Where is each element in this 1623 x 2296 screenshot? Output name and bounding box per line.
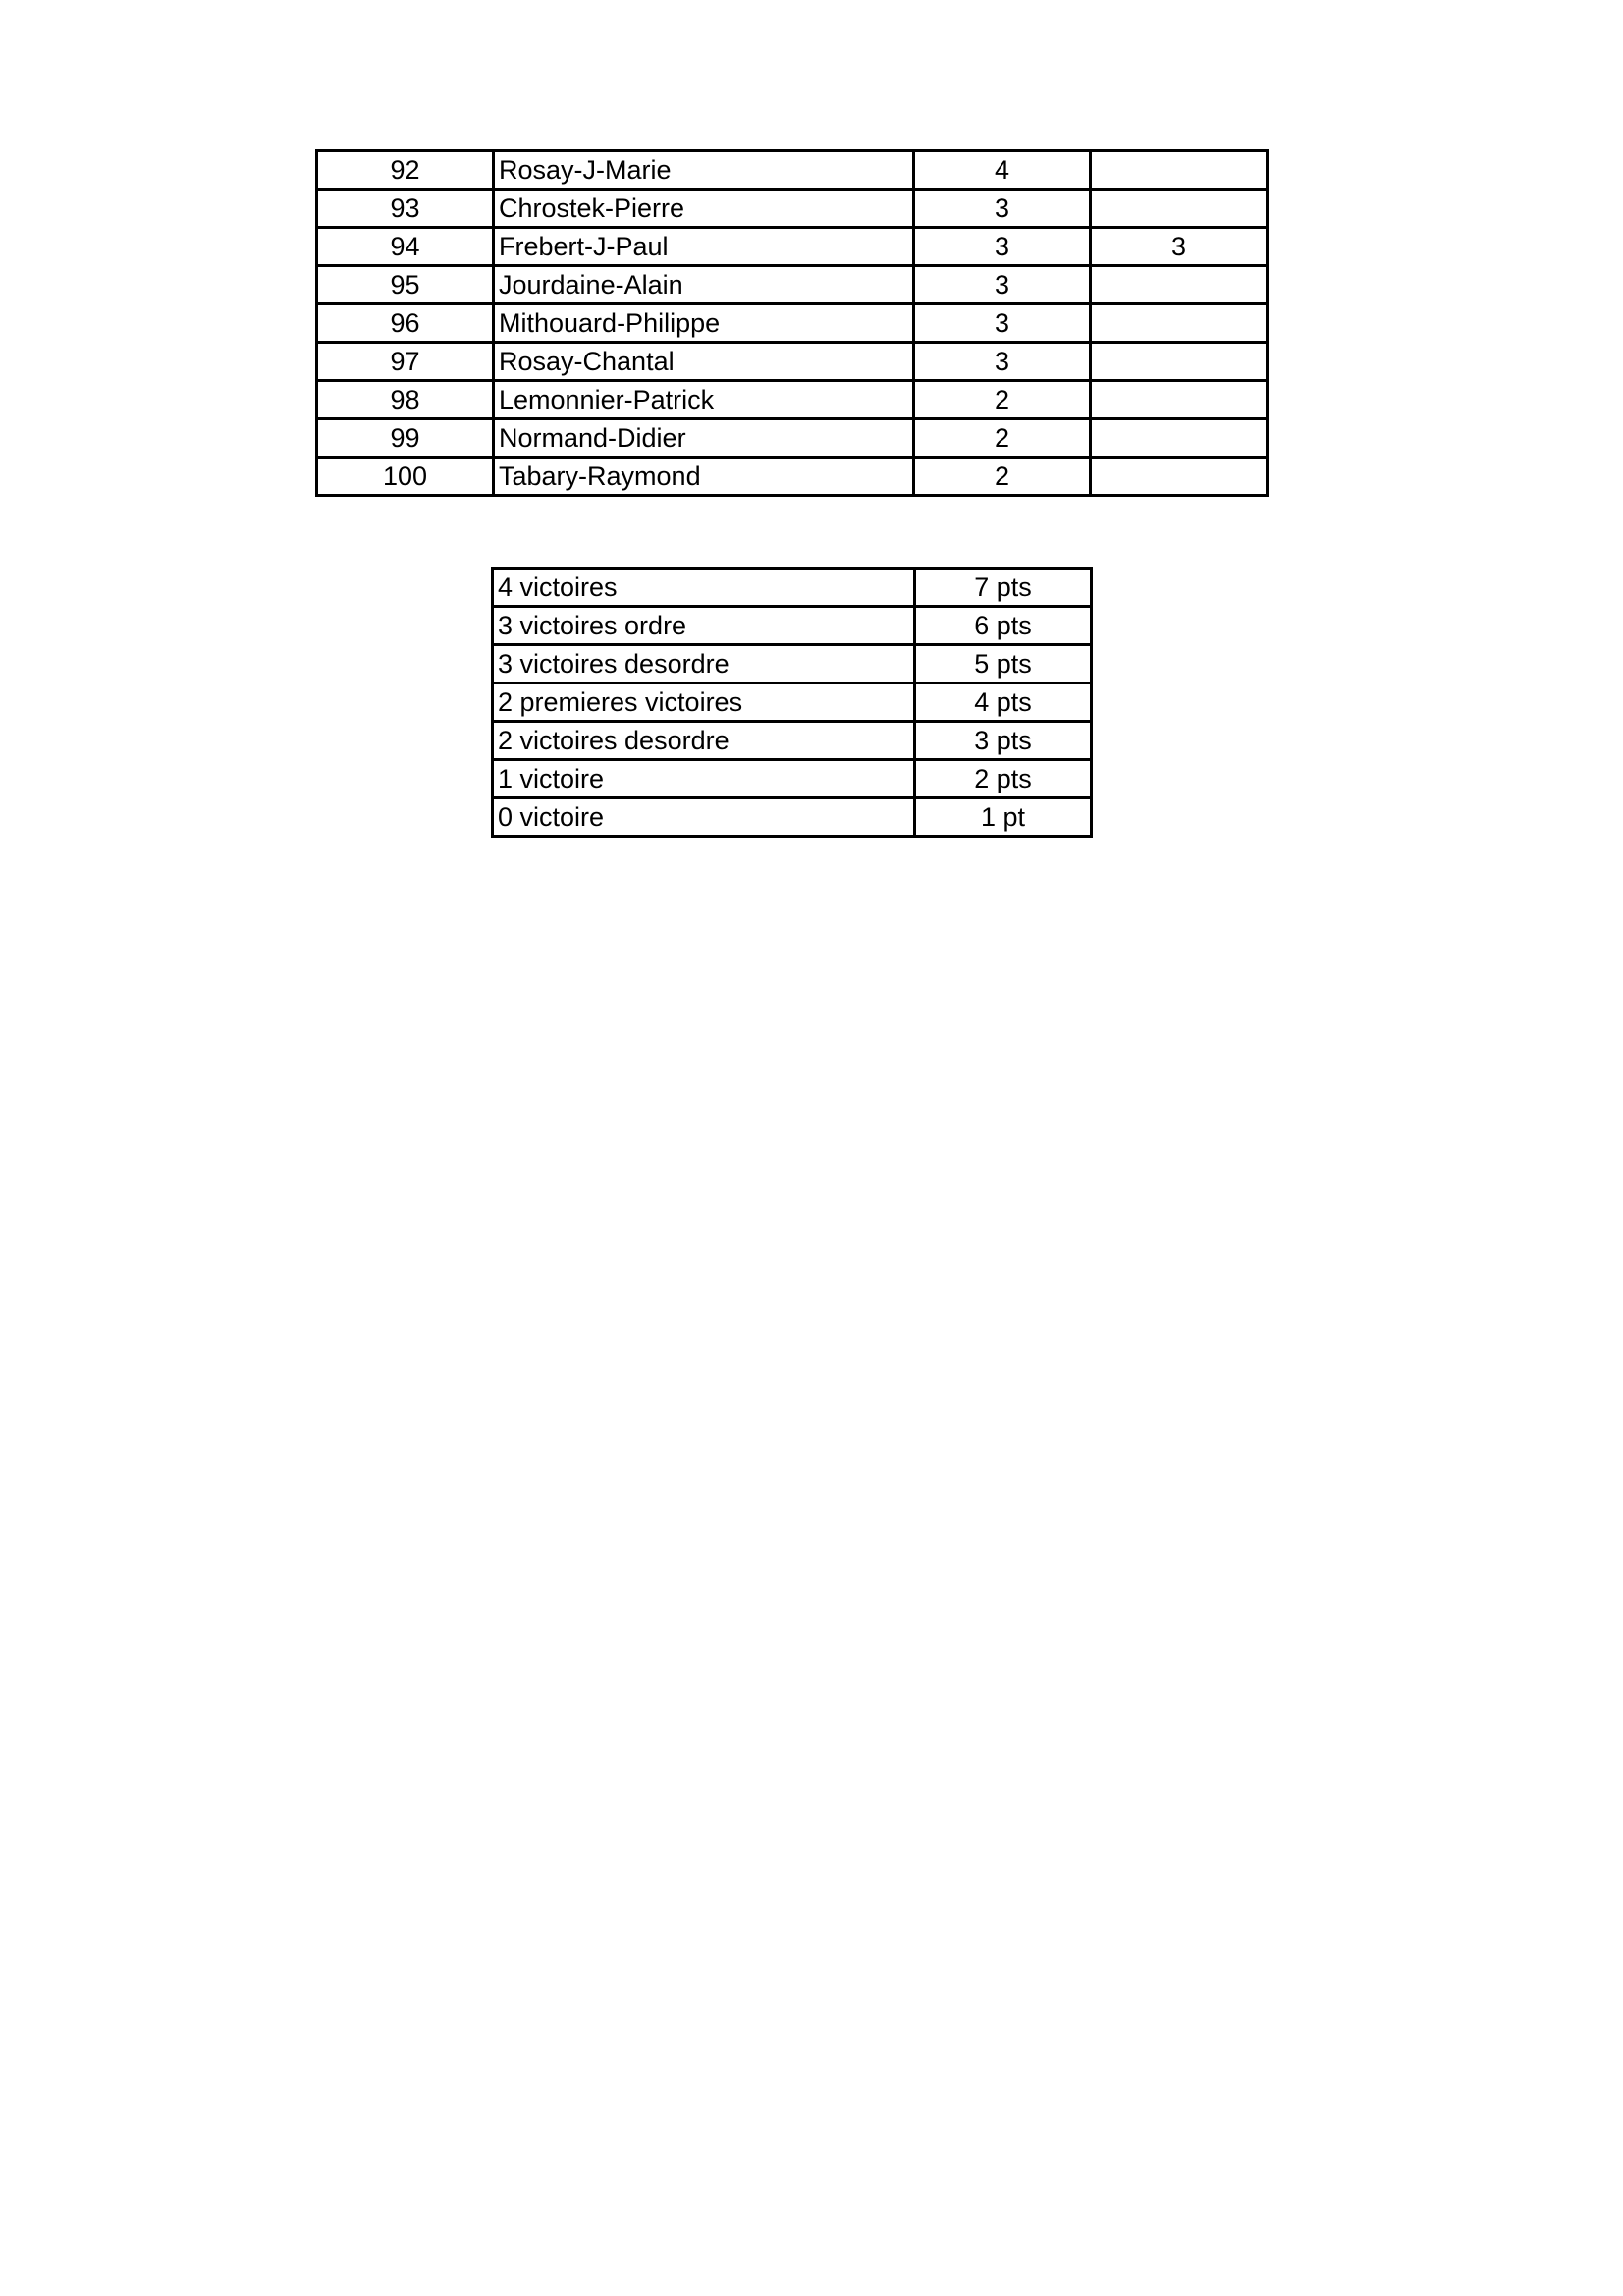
score-cell: 4 xyxy=(914,151,1091,190)
scoring-table xyxy=(491,567,1093,838)
score-cell: 3 xyxy=(914,343,1091,381)
player-name-cell: Tabary-Raymond xyxy=(494,458,914,496)
extra-cell: 3 xyxy=(1091,228,1268,266)
table-row xyxy=(493,798,1092,837)
rank-cell: 92 xyxy=(317,151,494,190)
extra-cell xyxy=(1091,151,1268,190)
table-row xyxy=(317,304,1268,343)
table-row xyxy=(493,607,1092,645)
scoring-points-cell: 7 pts xyxy=(915,569,1092,607)
extra-cell xyxy=(1091,266,1268,304)
extra-cell xyxy=(1091,343,1268,381)
table-row xyxy=(493,722,1092,760)
scoring-label-cell: 2 premieres victoires xyxy=(493,683,915,722)
rank-cell: 94 xyxy=(317,228,494,266)
scoring-points-cell: 5 pts xyxy=(915,645,1092,683)
player-name-cell: Rosay-J-Marie xyxy=(494,151,914,190)
scoring-points-cell: 1 pt xyxy=(915,798,1092,837)
extra-cell xyxy=(1091,190,1268,228)
table-row xyxy=(317,419,1268,458)
table-row xyxy=(493,569,1092,607)
rank-cell: 98 xyxy=(317,381,494,419)
scoring-label-cell: 0 victoire xyxy=(493,798,915,837)
extra-cell xyxy=(1091,304,1268,343)
player-name-cell: Normand-Didier xyxy=(494,419,914,458)
table-row xyxy=(317,190,1268,228)
scoring-label-cell: 1 victoire xyxy=(493,760,915,798)
player-name-cell: Rosay-Chantal xyxy=(494,343,914,381)
rank-cell: 93 xyxy=(317,190,494,228)
rank-cell: 97 xyxy=(317,343,494,381)
scoring-points-cell: 2 pts xyxy=(915,760,1092,798)
scoring-label-cell: 3 victoires desordre xyxy=(493,645,915,683)
scoring-label-cell: 4 victoires xyxy=(493,569,915,607)
table-row xyxy=(317,266,1268,304)
scoring-label-cell: 2 victoires desordre xyxy=(493,722,915,760)
score-cell: 3 xyxy=(914,304,1091,343)
score-cell: 2 xyxy=(914,458,1091,496)
player-name-cell: Mithouard-Philippe xyxy=(494,304,914,343)
table-row xyxy=(493,645,1092,683)
results-table xyxy=(315,149,1269,497)
scoring-points-cell: 6 pts xyxy=(915,607,1092,645)
score-cell: 3 xyxy=(914,190,1091,228)
rank-cell: 95 xyxy=(317,266,494,304)
table-row xyxy=(317,151,1268,190)
extra-cell xyxy=(1091,458,1268,496)
extra-cell xyxy=(1091,381,1268,419)
table-row xyxy=(493,760,1092,798)
table-row xyxy=(317,458,1268,496)
scoring-points-cell: 4 pts xyxy=(915,683,1092,722)
player-name-cell: Frebert-J-Paul xyxy=(494,228,914,266)
table-row xyxy=(317,343,1268,381)
scoring-points-cell: 3 pts xyxy=(915,722,1092,760)
player-name-cell: Jourdaine-Alain xyxy=(494,266,914,304)
rank-cell: 99 xyxy=(317,419,494,458)
table-row xyxy=(493,683,1092,722)
player-name-cell: Chrostek-Pierre xyxy=(494,190,914,228)
rank-cell: 96 xyxy=(317,304,494,343)
score-cell: 3 xyxy=(914,266,1091,304)
rank-cell: 100 xyxy=(317,458,494,496)
score-cell: 3 xyxy=(914,228,1091,266)
score-cell: 2 xyxy=(914,419,1091,458)
table-row xyxy=(317,381,1268,419)
table-row xyxy=(317,228,1268,266)
extra-cell xyxy=(1091,419,1268,458)
scoring-label-cell: 3 victoires ordre xyxy=(493,607,915,645)
score-cell: 2 xyxy=(914,381,1091,419)
player-name-cell: Lemonnier-Patrick xyxy=(494,381,914,419)
